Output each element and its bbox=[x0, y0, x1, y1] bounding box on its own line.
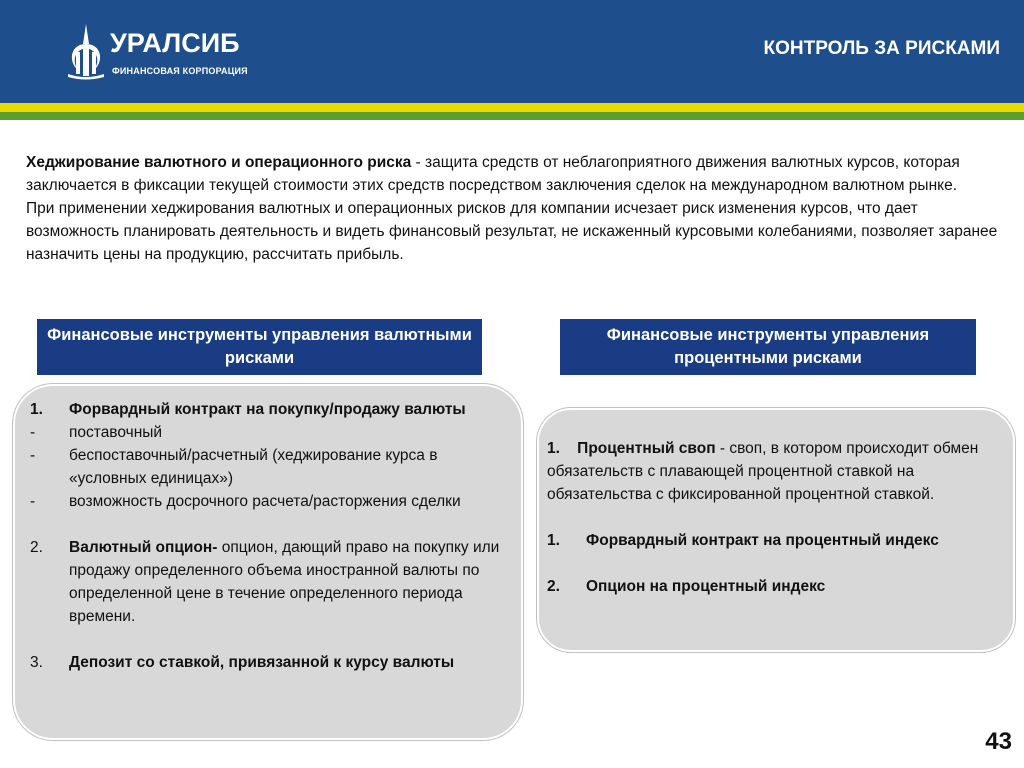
subitem-text: поставочный bbox=[69, 424, 163, 441]
list-subitem bbox=[30, 421, 500, 444]
item-title: Форвардный контракт на процентный индекс bbox=[586, 532, 939, 549]
subitem-text: беспоставочный/расчетный (хеджирование курса в «условных единицах») bbox=[69, 447, 438, 487]
list-item bbox=[30, 651, 500, 674]
list-subitem bbox=[30, 444, 500, 490]
page-number: 43 bbox=[985, 728, 1012, 755]
intro-paragraph: При применении хеджирования валютных и операционных рисков для компании исчезает риск изменения курсов, что дает возможность планировать деятельность и видеть финансовый результат, не искаженный курсовыми колебаниями, позволяет заранее назначить цены на продукцию, рассчитать прибыль. bbox=[26, 200, 998, 263]
list-subitem bbox=[30, 490, 500, 513]
header-bar bbox=[0, 0, 1024, 103]
logo-subtitle: ФИНАНСОВАЯ КОРПОРАЦИЯ bbox=[112, 66, 248, 76]
item-title: Опцион на процентный индекс bbox=[586, 578, 826, 595]
left-list bbox=[30, 398, 500, 674]
left-heading-box bbox=[37, 319, 482, 375]
dash: - bbox=[30, 493, 36, 510]
item-number: 2. bbox=[30, 539, 43, 556]
item-number: 2. bbox=[547, 578, 560, 595]
intro-term: Хеджирование валютного и операционного риска bbox=[26, 154, 412, 171]
yellow-stripe bbox=[0, 103, 1024, 112]
item-title: Депозит со ставкой, привязанной к курсу валюты bbox=[69, 654, 455, 671]
left-heading: Финансовые инструменты управления валютными рисками bbox=[47, 326, 472, 367]
intro-text bbox=[26, 151, 1001, 266]
list-item bbox=[547, 437, 1009, 506]
list-item bbox=[547, 575, 1009, 598]
subitem-text: возможность досрочного расчета/расторжения сделки bbox=[69, 493, 461, 510]
right-heading: Финансовые инструменты управления процентными рисками bbox=[606, 326, 930, 367]
slide-title: КОНТРОЛЬ ЗА РИСКАМИ bbox=[763, 38, 1000, 59]
item-text: опцион, дающий право на покупку или продажу определенного объема иностранной валюты по определенной цене в течение определенного периода времени. bbox=[69, 539, 500, 625]
item-number: 1. bbox=[547, 440, 560, 457]
right-list bbox=[547, 437, 1009, 598]
item-text: - своп, в котором происходит обмен обязательств с плавающей процентной ставкой на обязательства с фиксированной процентной ставкой. bbox=[547, 440, 979, 503]
list-item bbox=[30, 536, 500, 628]
item-title: Форвардный контракт на покупку/продажу валюты bbox=[69, 401, 466, 418]
right-heading-box bbox=[560, 319, 976, 375]
item-number: 1. bbox=[547, 532, 560, 549]
dash: - bbox=[30, 447, 36, 464]
item-number: 1. bbox=[30, 401, 43, 418]
list-item bbox=[30, 398, 500, 421]
intro-definition: - защита средств от неблагоприятного движения валютных курсов, которая заключается в фиксации текущей стоимости этих средств посредством заключения сделок на международном валютном рынке. bbox=[26, 154, 960, 194]
logo-emblem-icon bbox=[64, 22, 108, 80]
logo-name: УРАЛСИБ bbox=[110, 28, 240, 58]
company-logo bbox=[64, 22, 254, 82]
dash: - bbox=[30, 424, 36, 441]
list-item bbox=[547, 529, 1009, 552]
item-title: Процентный своп bbox=[577, 440, 716, 457]
green-stripe bbox=[0, 112, 1024, 120]
item-number: 3. bbox=[30, 654, 43, 671]
item-title: Валютный опцион- bbox=[69, 539, 218, 556]
